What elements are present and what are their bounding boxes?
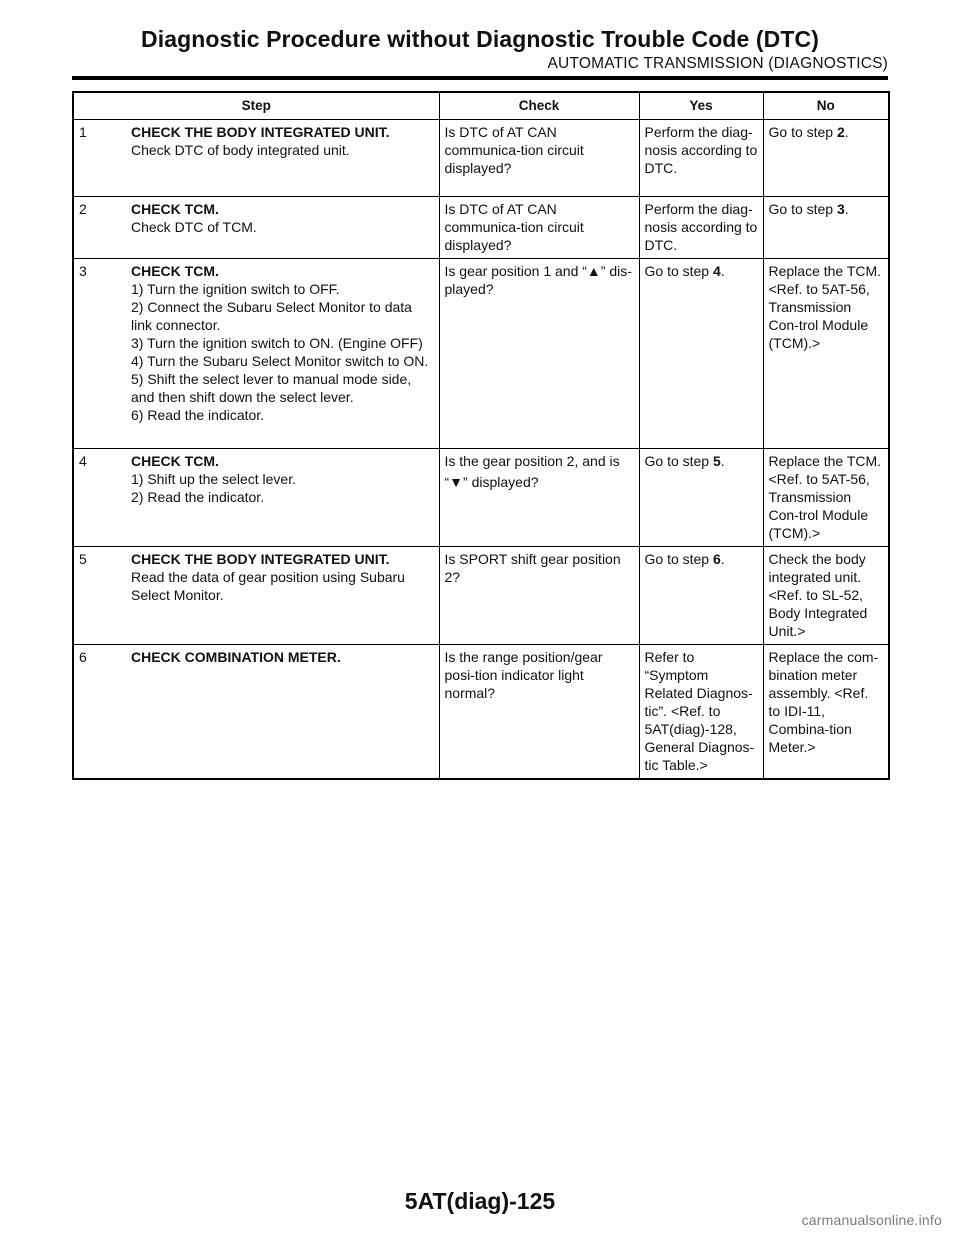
no-cell: Replace the TCM. <Ref. to 5AT-56, Transmission Con-trol Module (TCM).> [763, 449, 889, 547]
check-cell [439, 259, 639, 449]
table-row [73, 449, 889, 547]
step-line: Read the data of gear position using Subaru Select Monitor. [131, 569, 405, 603]
step-title: CHECK TCM. [131, 201, 219, 217]
yes-cell [639, 259, 763, 449]
step-cell [73, 259, 439, 449]
yes-cell: Perform the diag-nosis according to DTC. [639, 197, 763, 259]
check-cell: Is SPORT shift gear position 2? [439, 547, 639, 645]
yes-suffix: . [720, 453, 725, 469]
step-line: 6) Read the indicator. [131, 407, 265, 423]
step-cell [73, 547, 439, 645]
step-line: 3) Turn the ignition switch to ON. (Engine OFF) [131, 335, 423, 351]
header-no: No [763, 92, 889, 120]
yes-suffix: . [720, 551, 725, 567]
step-line: Check DTC of TCM. [131, 219, 257, 235]
table-row [73, 197, 889, 259]
no-step-number: 2 [836, 124, 845, 140]
yes-prefix: Go to step [644, 453, 713, 469]
table-row [73, 120, 889, 197]
no-cell [763, 197, 889, 259]
table-row [73, 547, 889, 645]
step-line: 1) Turn the ignition switch to OFF. [131, 281, 340, 297]
yes-prefix: Go to step [644, 551, 713, 567]
step-title: CHECK THE BODY INTEGRATED UNIT. [131, 124, 390, 140]
down-triangle-icon: ▼ [449, 474, 464, 490]
step-line: 4) Turn the Subaru Select Monitor switch to ON. [131, 353, 429, 369]
step-number: 1 [79, 124, 87, 140]
yes-step-number: 6 [712, 551, 721, 567]
up-triangle-icon: ▲ [586, 263, 601, 279]
step-title: CHECK THE BODY INTEGRATED UNIT. [131, 551, 390, 567]
yes-cell: Perform the diag-nosis according to DTC. [639, 120, 763, 197]
no-prefix: Go to step [768, 201, 837, 217]
no-suffix: . [844, 124, 849, 140]
header-yes: Yes [639, 92, 763, 120]
check-text-mid: “ [444, 474, 450, 490]
step-line: 2) Connect the Subaru Select Monitor to data link connector. [131, 299, 412, 333]
step-title: CHECK TCM. [131, 263, 219, 279]
step-line: Check DTC of body integrated unit. [131, 142, 350, 158]
diagnostic-table [72, 91, 890, 780]
watermark: carmanualsonline.info [801, 1212, 942, 1228]
no-cell: Replace the com-bination meter assembly. <Ref. to IDI-11, Combina-tion Meter.> [763, 645, 889, 780]
step-number: 4 [79, 453, 87, 469]
yes-cell: Refer to “Symptom Related Diagnos-tic”. <Ref. to 5AT(diag)-128, General Diagnos-tic Table.> [639, 645, 763, 780]
table-row [73, 259, 889, 449]
yes-step-number: 5 [712, 453, 721, 469]
no-step-number: 3 [836, 201, 845, 217]
yes-cell [639, 547, 763, 645]
step-cell [73, 645, 439, 780]
header-check: Check [439, 92, 639, 120]
step-number: 5 [79, 551, 87, 567]
step-line: 2) Read the indicator. [131, 489, 265, 505]
step-title: CHECK TCM. [131, 453, 219, 469]
table-header-row [73, 92, 889, 120]
no-cell: Check the body integrated unit. <Ref. to SL-52, Body Integrated Unit.> [763, 547, 889, 645]
yes-cell [639, 449, 763, 547]
step-cell [73, 197, 439, 259]
check-text-pre: Is gear position 1 and “ [444, 263, 587, 279]
check-cell: Is the range position/gear posi-tion indicator light normal? [439, 645, 639, 780]
page-number: 5AT(diag)-125 [404, 1188, 556, 1214]
step-title: CHECK COMBINATION METER. [131, 649, 341, 665]
page-title: Diagnostic Procedure without Diagnostic Trouble Code (DTC) [141, 26, 819, 52]
no-cell [763, 120, 889, 197]
header-rule [72, 76, 888, 80]
check-text-post: ” dis-played? [444, 263, 632, 297]
step-line: 5) Shift the select lever to manual mode side, and then shift down the select lever. [131, 371, 412, 405]
check-cell: Is DTC of AT CAN communica-tion circuit displayed? [439, 120, 639, 197]
no-suffix: . [844, 201, 849, 217]
check-text-post: ” displayed? [463, 474, 539, 490]
step-line: 1) Shift up the select lever. [131, 471, 296, 487]
step-number: 2 [79, 201, 87, 217]
step-cell [73, 120, 439, 197]
step-number: 6 [79, 649, 87, 665]
step-cell [73, 449, 439, 547]
no-cell: Replace the TCM. <Ref. to 5AT-56, Transmission Con-trol Module (TCM).> [763, 259, 889, 449]
section-header: AUTOMATIC TRANSMISSION (DIAGNOSTICS) [547, 55, 888, 72]
header-step: Step [73, 92, 439, 120]
check-cell [439, 449, 639, 547]
step-number: 3 [79, 263, 87, 279]
yes-step-number: 4 [712, 263, 721, 279]
table-row [73, 645, 889, 780]
check-text-pre: Is the gear position 2, and is [444, 453, 620, 469]
no-prefix: Go to step [768, 124, 837, 140]
check-cell: Is DTC of AT CAN communica-tion circuit displayed? [439, 197, 639, 259]
yes-prefix: Go to step [644, 263, 713, 279]
yes-suffix: . [720, 263, 725, 279]
